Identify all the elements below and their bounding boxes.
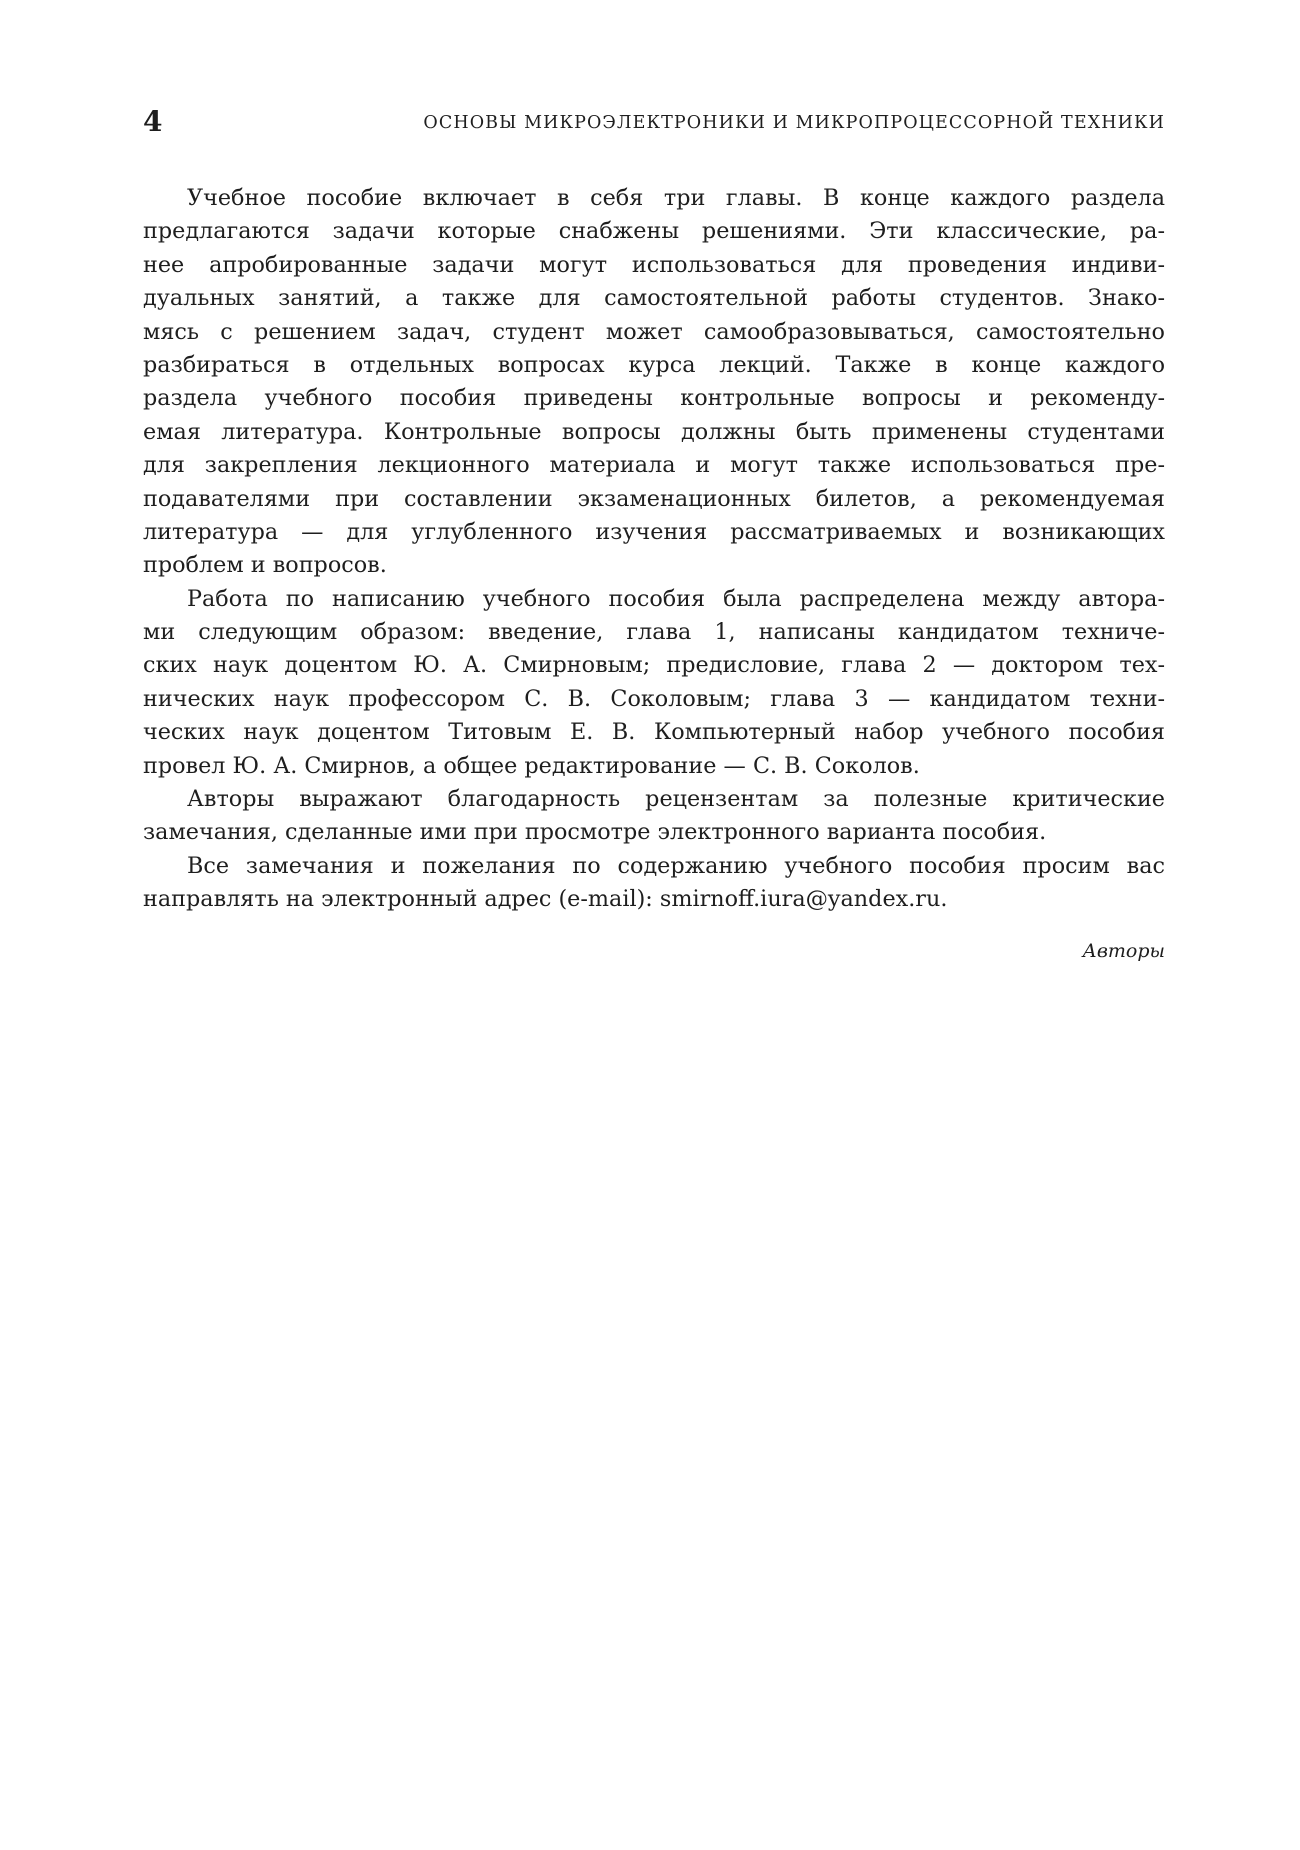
body-text [143, 182, 1165, 917]
text-line: емая литература. Контрольные вопросы должны быть применены студентами [143, 418, 1165, 445]
paragraph-acknowledgements [143, 783, 1165, 850]
text-line: провел Ю. А. Смирнов, а общее редактирование — С. В. Соколов. [143, 752, 920, 779]
text-line: ских наук доцентом Ю. А. Смирновым; предисловие, глава 2 — доктором тех- [143, 652, 1165, 679]
text-line: ческих наук доцентом Титовым Е. В. Компьютерный набор учебного пособия [143, 719, 1165, 746]
page-number: 4 [143, 105, 163, 138]
text-line: направлять на электронный адрес (e-mail): smirnoff.iura@yandex.ru. [143, 886, 948, 913]
text-line: Авторы выражают благодарность рецензентам за полезные критические [187, 786, 1165, 813]
text-line: предлагаются задачи которые снабжены решениями. Эти классические, ра- [143, 218, 1165, 245]
signature: Авторы [1082, 940, 1165, 962]
text-line: мясь с решением задач, студент может самообразовываться, самостоятельно [143, 318, 1165, 345]
running-title: ОСНОВЫ МИКРОЭЛЕКТРОНИКИ И МИКРОПРОЦЕССОРНОЙ ТЕХНИКИ [423, 113, 1165, 133]
text-line: подавателями при составлении экзаменационных билетов, а рекомендуемая [143, 485, 1165, 512]
text-line: проблем и вопросов. [143, 552, 387, 579]
running-head [143, 104, 1165, 140]
text-line: раздела учебного пособия приведены контрольные вопросы и рекоменду- [143, 385, 1165, 412]
text-line: разбираться в отдельных вопросах курса лекций. Также в конце каждого [143, 351, 1165, 378]
paragraph-authorship [143, 583, 1165, 783]
text-line: замечания, сделанные ими при просмотре электронного варианта пособия. [143, 819, 1047, 846]
paragraph-feedback [143, 850, 1165, 917]
text-line: дуальных занятий, а также для самостоятельной работы студентов. Знако- [143, 285, 1165, 312]
text-line: ми следующим образом: введение, глава 1, написаны кандидатом техниче- [143, 619, 1165, 646]
text-line: Все замечания и пожелания по содержанию учебного пособия просим вас [187, 852, 1165, 879]
text-line: нее апробированные задачи могут использоваться для проведения индиви- [143, 251, 1165, 278]
text-line: для закрепления лекционного материала и могут также использоваться пре- [143, 452, 1165, 479]
text-line: Учебное пособие включает в себя три главы. В конце каждого раздела [187, 185, 1165, 211]
text-line: Работа по написанию учебного пособия была распределена между автора- [187, 585, 1165, 612]
text-line: нических наук профессором С. В. Соколовым; глава 3 — кандидатом техни- [143, 685, 1165, 712]
paragraph-contents [143, 182, 1165, 583]
text-line: литература — для углубленного изучения рассматриваемых и возникающих [143, 518, 1165, 545]
